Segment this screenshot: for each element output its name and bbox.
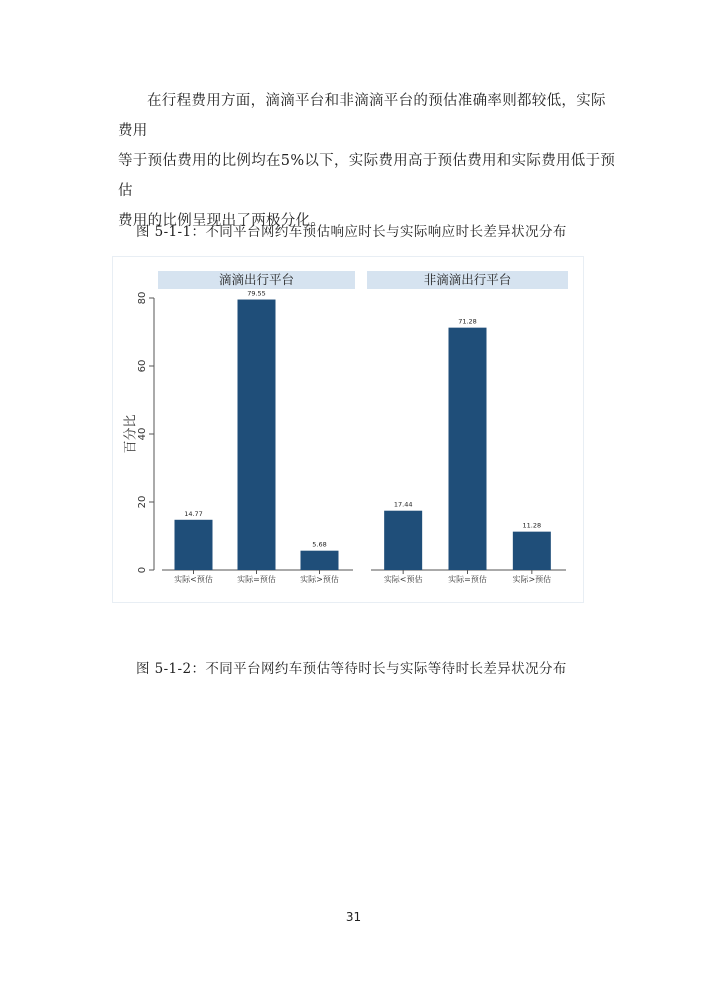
y-tick-label: 40	[137, 427, 148, 441]
x-tick-label: 实际>预估	[300, 575, 339, 584]
paragraph-line: 在行程费用方面，滴滴平台和非滴滴平台的预估准确率则都较低，实际费用	[118, 93, 606, 139]
panel-title: 滴滴出行平台	[218, 272, 295, 287]
panel-title: 非滴滴出行平台	[423, 272, 512, 287]
x-tick-label: 实际<预估	[174, 575, 213, 584]
data-label: 5.68	[312, 540, 327, 549]
x-tick-label: 实际>预估	[512, 575, 552, 584]
y-tick-label: 80	[137, 291, 148, 305]
bar-chart	[113, 257, 583, 602]
paragraph-line: 费用的比例呈现出了两极分化。	[118, 213, 326, 229]
x-tick-label: 实际=预估	[448, 575, 487, 584]
y-tick-label: 0	[137, 566, 148, 574]
y-tick-label: 20	[137, 495, 148, 509]
figure-caption-1: 图 5-1-1：不同平台网约车预估响应时长与实际响应时长差异状况分布	[136, 224, 567, 240]
x-tick-label: 实际=预估	[237, 575, 276, 584]
bar	[513, 532, 551, 570]
chart-frame	[112, 256, 584, 603]
data-label: 71.28	[458, 317, 477, 326]
data-label: 17.44	[393, 500, 413, 509]
data-label: 11.28	[522, 521, 542, 530]
y-tick-label: 60	[137, 359, 148, 373]
bar	[449, 328, 487, 570]
body-paragraph	[118, 86, 618, 236]
paragraph-line: 等于预估费用的比例均在5%以下，实际费用高于预估费用和实际费用低于预估	[118, 153, 616, 199]
page-number: 31	[345, 910, 362, 924]
data-label: 14.77	[184, 509, 203, 518]
data-label: 79.55	[247, 289, 266, 298]
x-tick-label: 实际<预估	[383, 575, 423, 584]
bar	[238, 300, 276, 570]
bar	[384, 511, 422, 570]
bar	[175, 520, 213, 570]
bar	[301, 551, 339, 570]
y-axis-label: 百分比	[123, 414, 139, 454]
figure-caption-2: 图 5-1-2：不同平台网约车预估等待时长与实际等待时长差异状况分布	[136, 661, 567, 677]
